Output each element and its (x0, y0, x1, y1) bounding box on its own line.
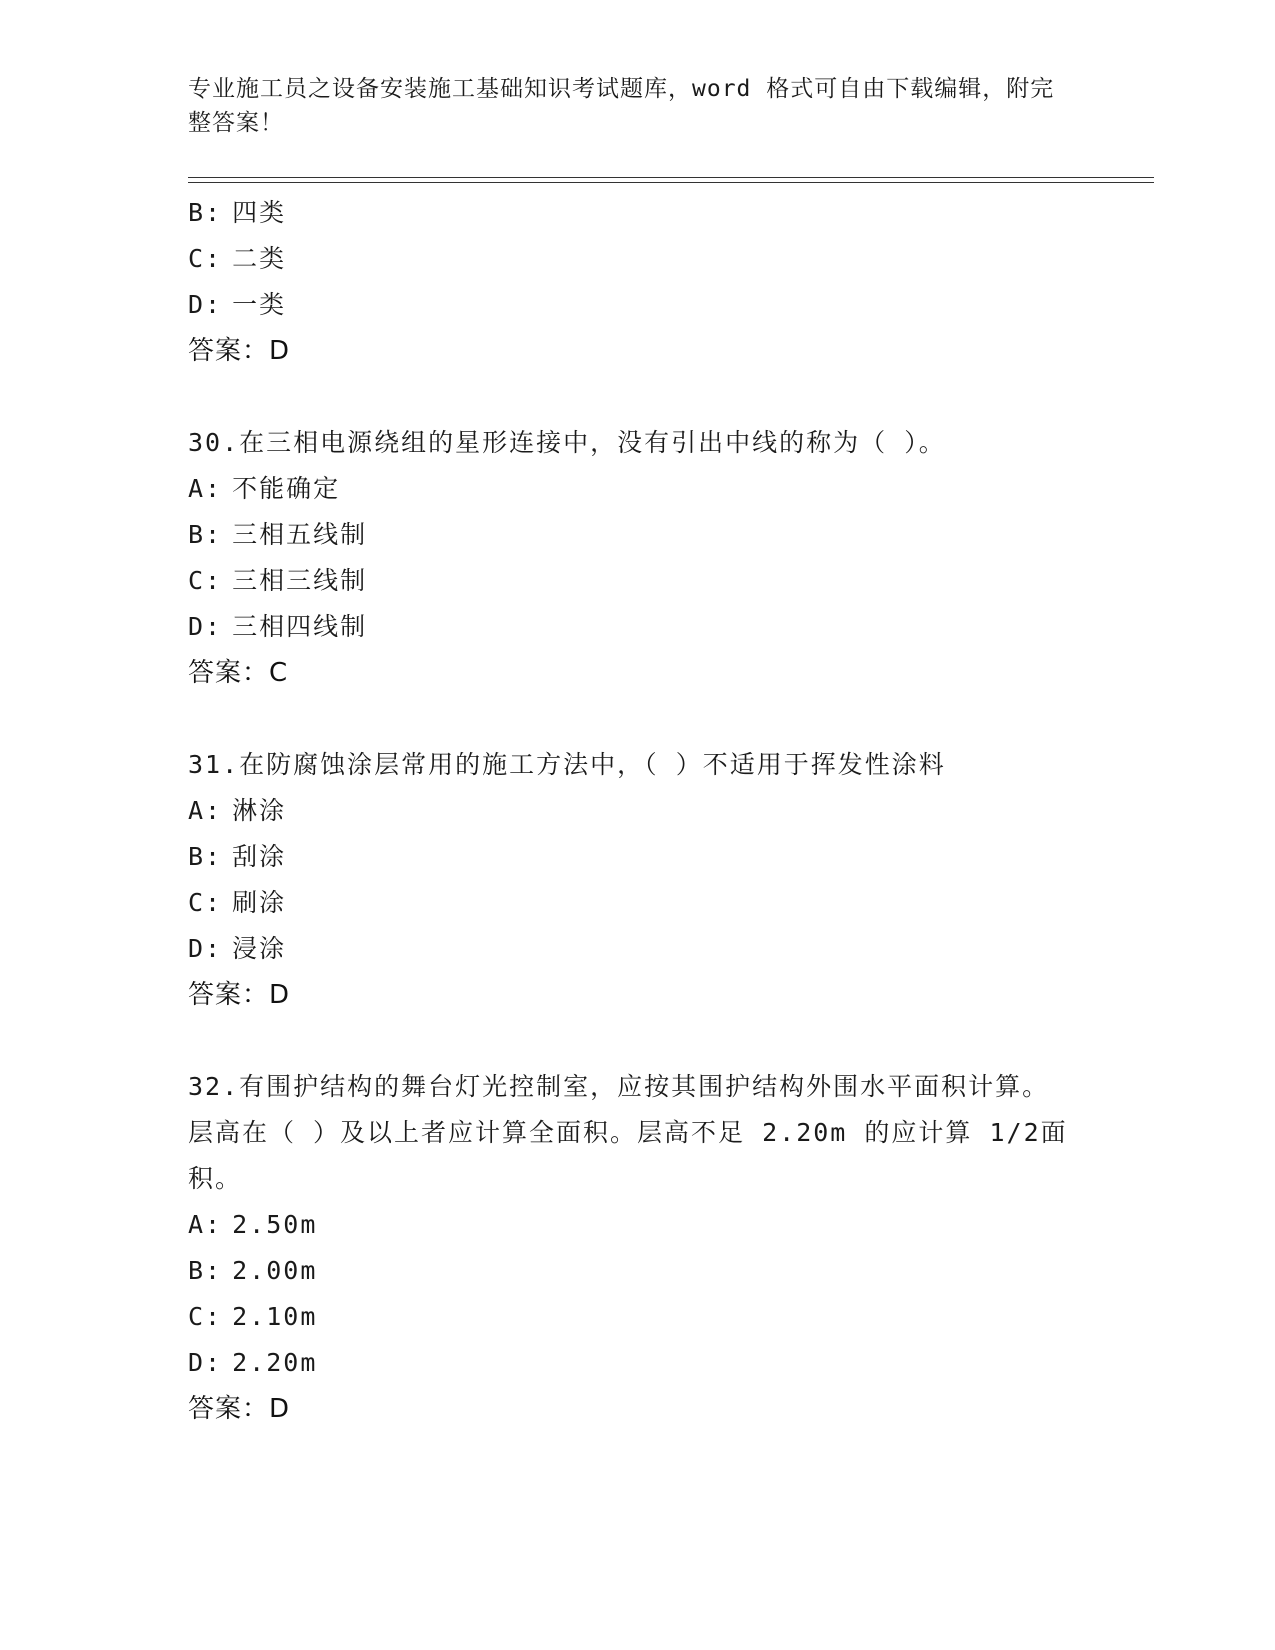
option-b (188, 190, 1088, 236)
option-b (188, 834, 1088, 880)
option-text: 一类 (232, 290, 287, 319)
option-text: 刮涂 (232, 842, 287, 871)
option-d (188, 926, 1088, 972)
answer-line: 答案：D (188, 980, 291, 1010)
option-text: 淋涂 (232, 796, 287, 825)
option-text: 二类 (232, 244, 287, 273)
option-letter: C: (188, 888, 223, 917)
option-letter: A: (188, 1210, 223, 1239)
header-divider-top (188, 177, 1154, 178)
question-block-partial (188, 190, 1088, 374)
option-text: 四类 (232, 198, 287, 227)
option-text: 2.00m (232, 1256, 318, 1285)
option-letter: D: (188, 612, 223, 641)
option-d (188, 282, 1088, 328)
question-spacer (188, 696, 1088, 742)
option-b (188, 512, 1088, 558)
option-letter: B: (188, 520, 223, 549)
question-list (188, 190, 1088, 1432)
option-text: 三相五线制 (232, 520, 368, 549)
option-a (188, 466, 1088, 512)
option-letter: D: (188, 1348, 223, 1377)
question-block-31 (188, 742, 1088, 1018)
option-c (188, 1294, 1088, 1340)
option-letter: C: (188, 244, 223, 273)
option-letter: C: (188, 566, 223, 595)
question-stem: 31.在防腐蚀涂层常用的施工方法中，（ ）不适用于挥发性涂料 (188, 750, 946, 779)
option-text: 刷涂 (232, 888, 287, 917)
question-spacer (188, 1018, 1088, 1064)
question-stem: 32.有围护结构的舞台灯光控制室，应按其围护结构外围水平面积计算。层高在（ ）及以上者应计算全面积。层高不足 2.20m 的应计算 1/2面积。 (188, 1072, 1068, 1193)
option-letter: A: (188, 796, 223, 825)
option-c (188, 236, 1088, 282)
option-text: 不能确定 (232, 474, 341, 503)
option-b (188, 1248, 1088, 1294)
option-c (188, 558, 1088, 604)
option-text: 2.20m (232, 1348, 318, 1377)
option-letter: B: (188, 198, 223, 227)
option-letter: A: (188, 474, 223, 503)
option-text: 三相四线制 (232, 612, 368, 641)
question-block-30 (188, 420, 1088, 696)
answer-line: 答案：D (188, 336, 291, 366)
header-divider-bottom (188, 182, 1154, 183)
page-header-title: 专业施工员之设备安装施工基础知识考试题库，word 格式可自由下载编辑，附完整答案！ (188, 76, 1055, 136)
option-text: 2.10m (232, 1302, 318, 1331)
option-a (188, 1202, 1088, 1248)
option-d (188, 1340, 1088, 1386)
option-a (188, 788, 1088, 834)
option-text: 三相三线制 (232, 566, 368, 595)
option-d (188, 604, 1088, 650)
question-spacer (188, 374, 1088, 420)
option-letter: D: (188, 290, 223, 319)
option-letter: C: (188, 1302, 223, 1331)
option-text: 浸涂 (232, 934, 287, 963)
answer-line: 答案：D (188, 1394, 291, 1424)
option-c (188, 880, 1088, 926)
option-letter: B: (188, 842, 223, 871)
answer-line: 答案：C (188, 658, 289, 688)
option-letter: B: (188, 1256, 223, 1285)
option-text: 2.50m (232, 1210, 318, 1239)
question-stem: 30.在三相电源绕组的星形连接中，没有引出中线的称为（ ）。 (188, 428, 946, 457)
question-block-32 (188, 1064, 1088, 1432)
option-letter: D: (188, 934, 223, 963)
